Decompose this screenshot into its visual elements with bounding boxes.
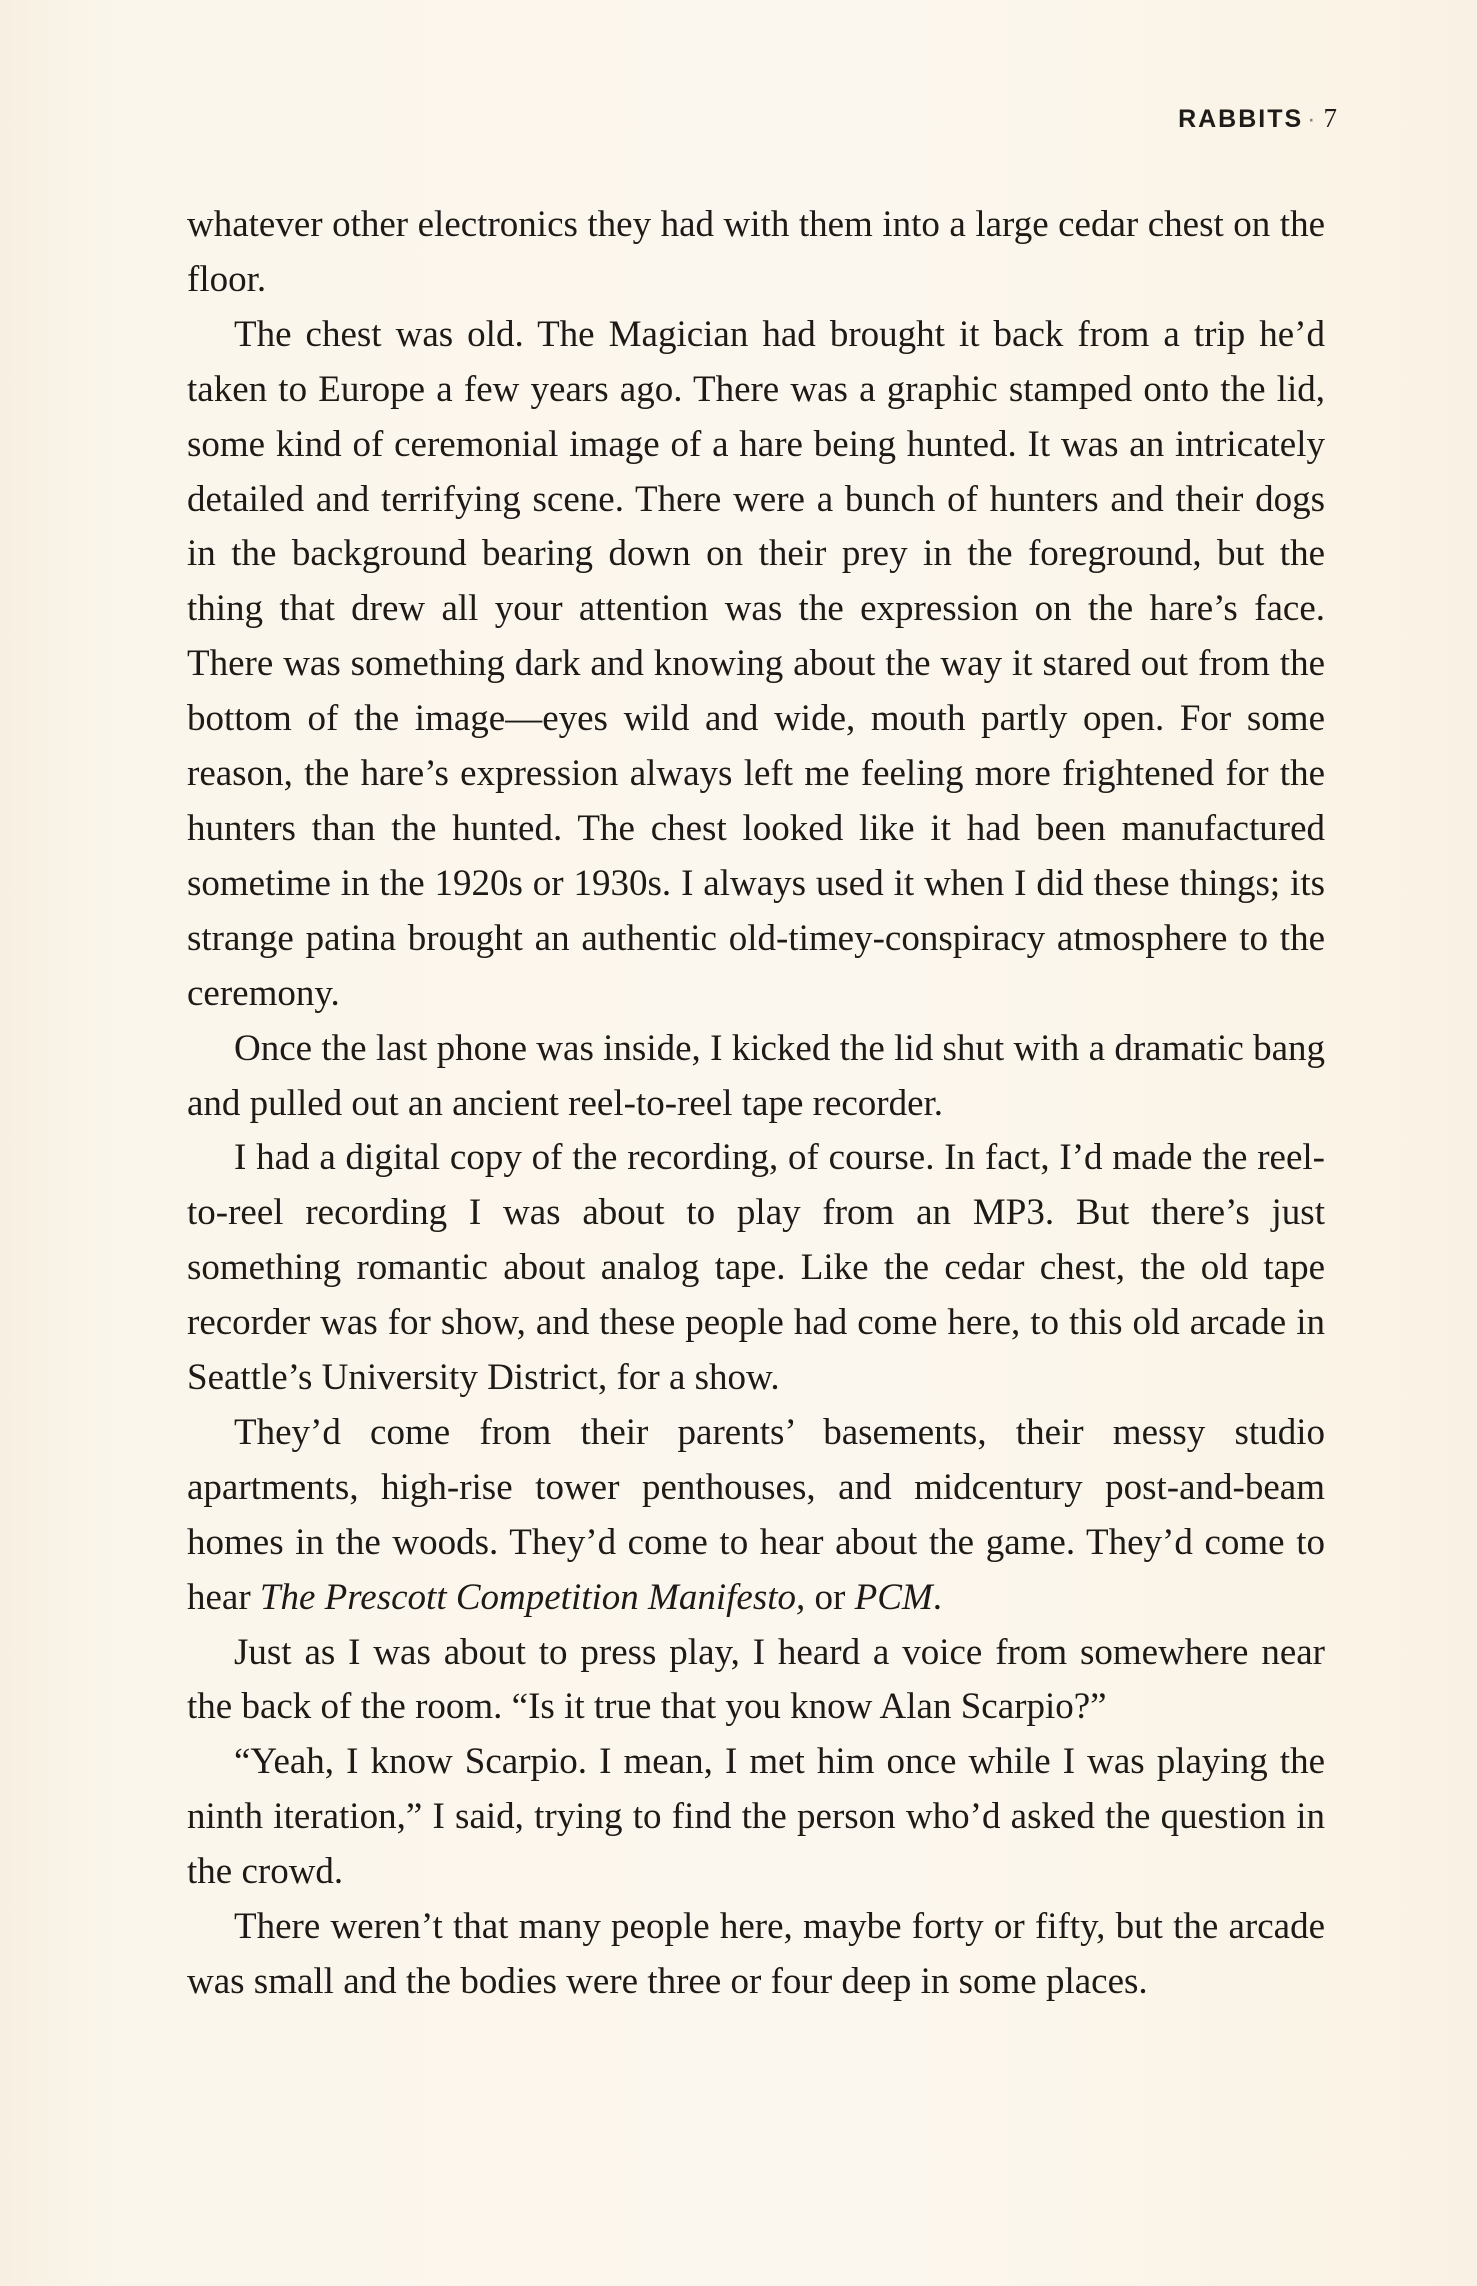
running-header <box>1178 103 1337 134</box>
running-header-title: RABBITS <box>1178 105 1304 133</box>
manifesto-abbreviation: PCM <box>854 1576 933 1618</box>
paragraph: Once the last phone was inside, I kicked the lid shut with a dramatic bang and pulled out an ancient reel-to-reel tape recorder. <box>187 1027 1325 1124</box>
paragraph: There weren’t that many people here, maybe forty or fifty, but the arcade was small and the bodies were three or four deep in some places. <box>187 1906 1325 2002</box>
paragraph: The chest was old. The Magician had brought it back from a trip he’d taken to Europe a few years ago. There was a graphic stamped onto the lid, some kind of ceremonial image of a hare being hunted. It was an intricately detailed and terrifying scene. There were a bunch of hunters and their dogs in the background bearing down on their prey in the foreground, but the thing that drew all your attention was the expression on the hare’s face. There was something dark and knowing about the way it stared out from the bottom of the image—eyes wild and wide, mouth partly open. For some reason, the hare’s expression always left me feeling more frightened for the hunters than the hunted. The chest looked like it had been manufactured sometime in the 1920s or 1930s. I always used it when I did these things; its strange patina brought an authentic old-timey-conspiracy atmosphere to the ceremony. <box>187 313 1325 1014</box>
page-number: 7 <box>1323 103 1337 133</box>
paragraph: Just as I was about to press play, I heard a voice from somewhere near the back of the room. “Is it true that you know Alan Scarpio?” <box>187 1631 1325 1728</box>
paragraph: I had a digital copy of the recording, of course. In fact, I’d made the reel-to-reel recording I was about to play from an MP3. But there’s just something romantic about analog tape. Like the cedar chest, the old tape recorder was for show, and these people had come here, to this old arcade in Seattle’s University District, for a show. <box>187 1137 1325 1399</box>
body-text <box>187 198 1325 2010</box>
manifesto-text-before: They’d come from their parents’ basements, their messy studio apartments, high-rise tower penthouses, and midcentury post-and-beam homes in the woods. They’d come to hear about the game. They’d come to hear <box>187 1411 1325 1618</box>
paragraph-continued: whatever other electronics they had with them into a large cedar chest on the floor. <box>187 204 1325 300</box>
manifesto-text-after: . <box>932 1576 942 1618</box>
manifesto-title: The Prescott Competition Manifesto, <box>259 1576 806 1618</box>
paragraph-manifesto <box>187 1406 1325 1626</box>
header-separator: · <box>1307 105 1318 133</box>
paragraph: “Yeah, I know Scarpio. I mean, I met him once while I was playing the ninth iteration,” I said, trying to find the person who’d asked the question in the crowd. <box>187 1741 1325 1893</box>
manifesto-text-middle: or <box>805 1576 855 1618</box>
